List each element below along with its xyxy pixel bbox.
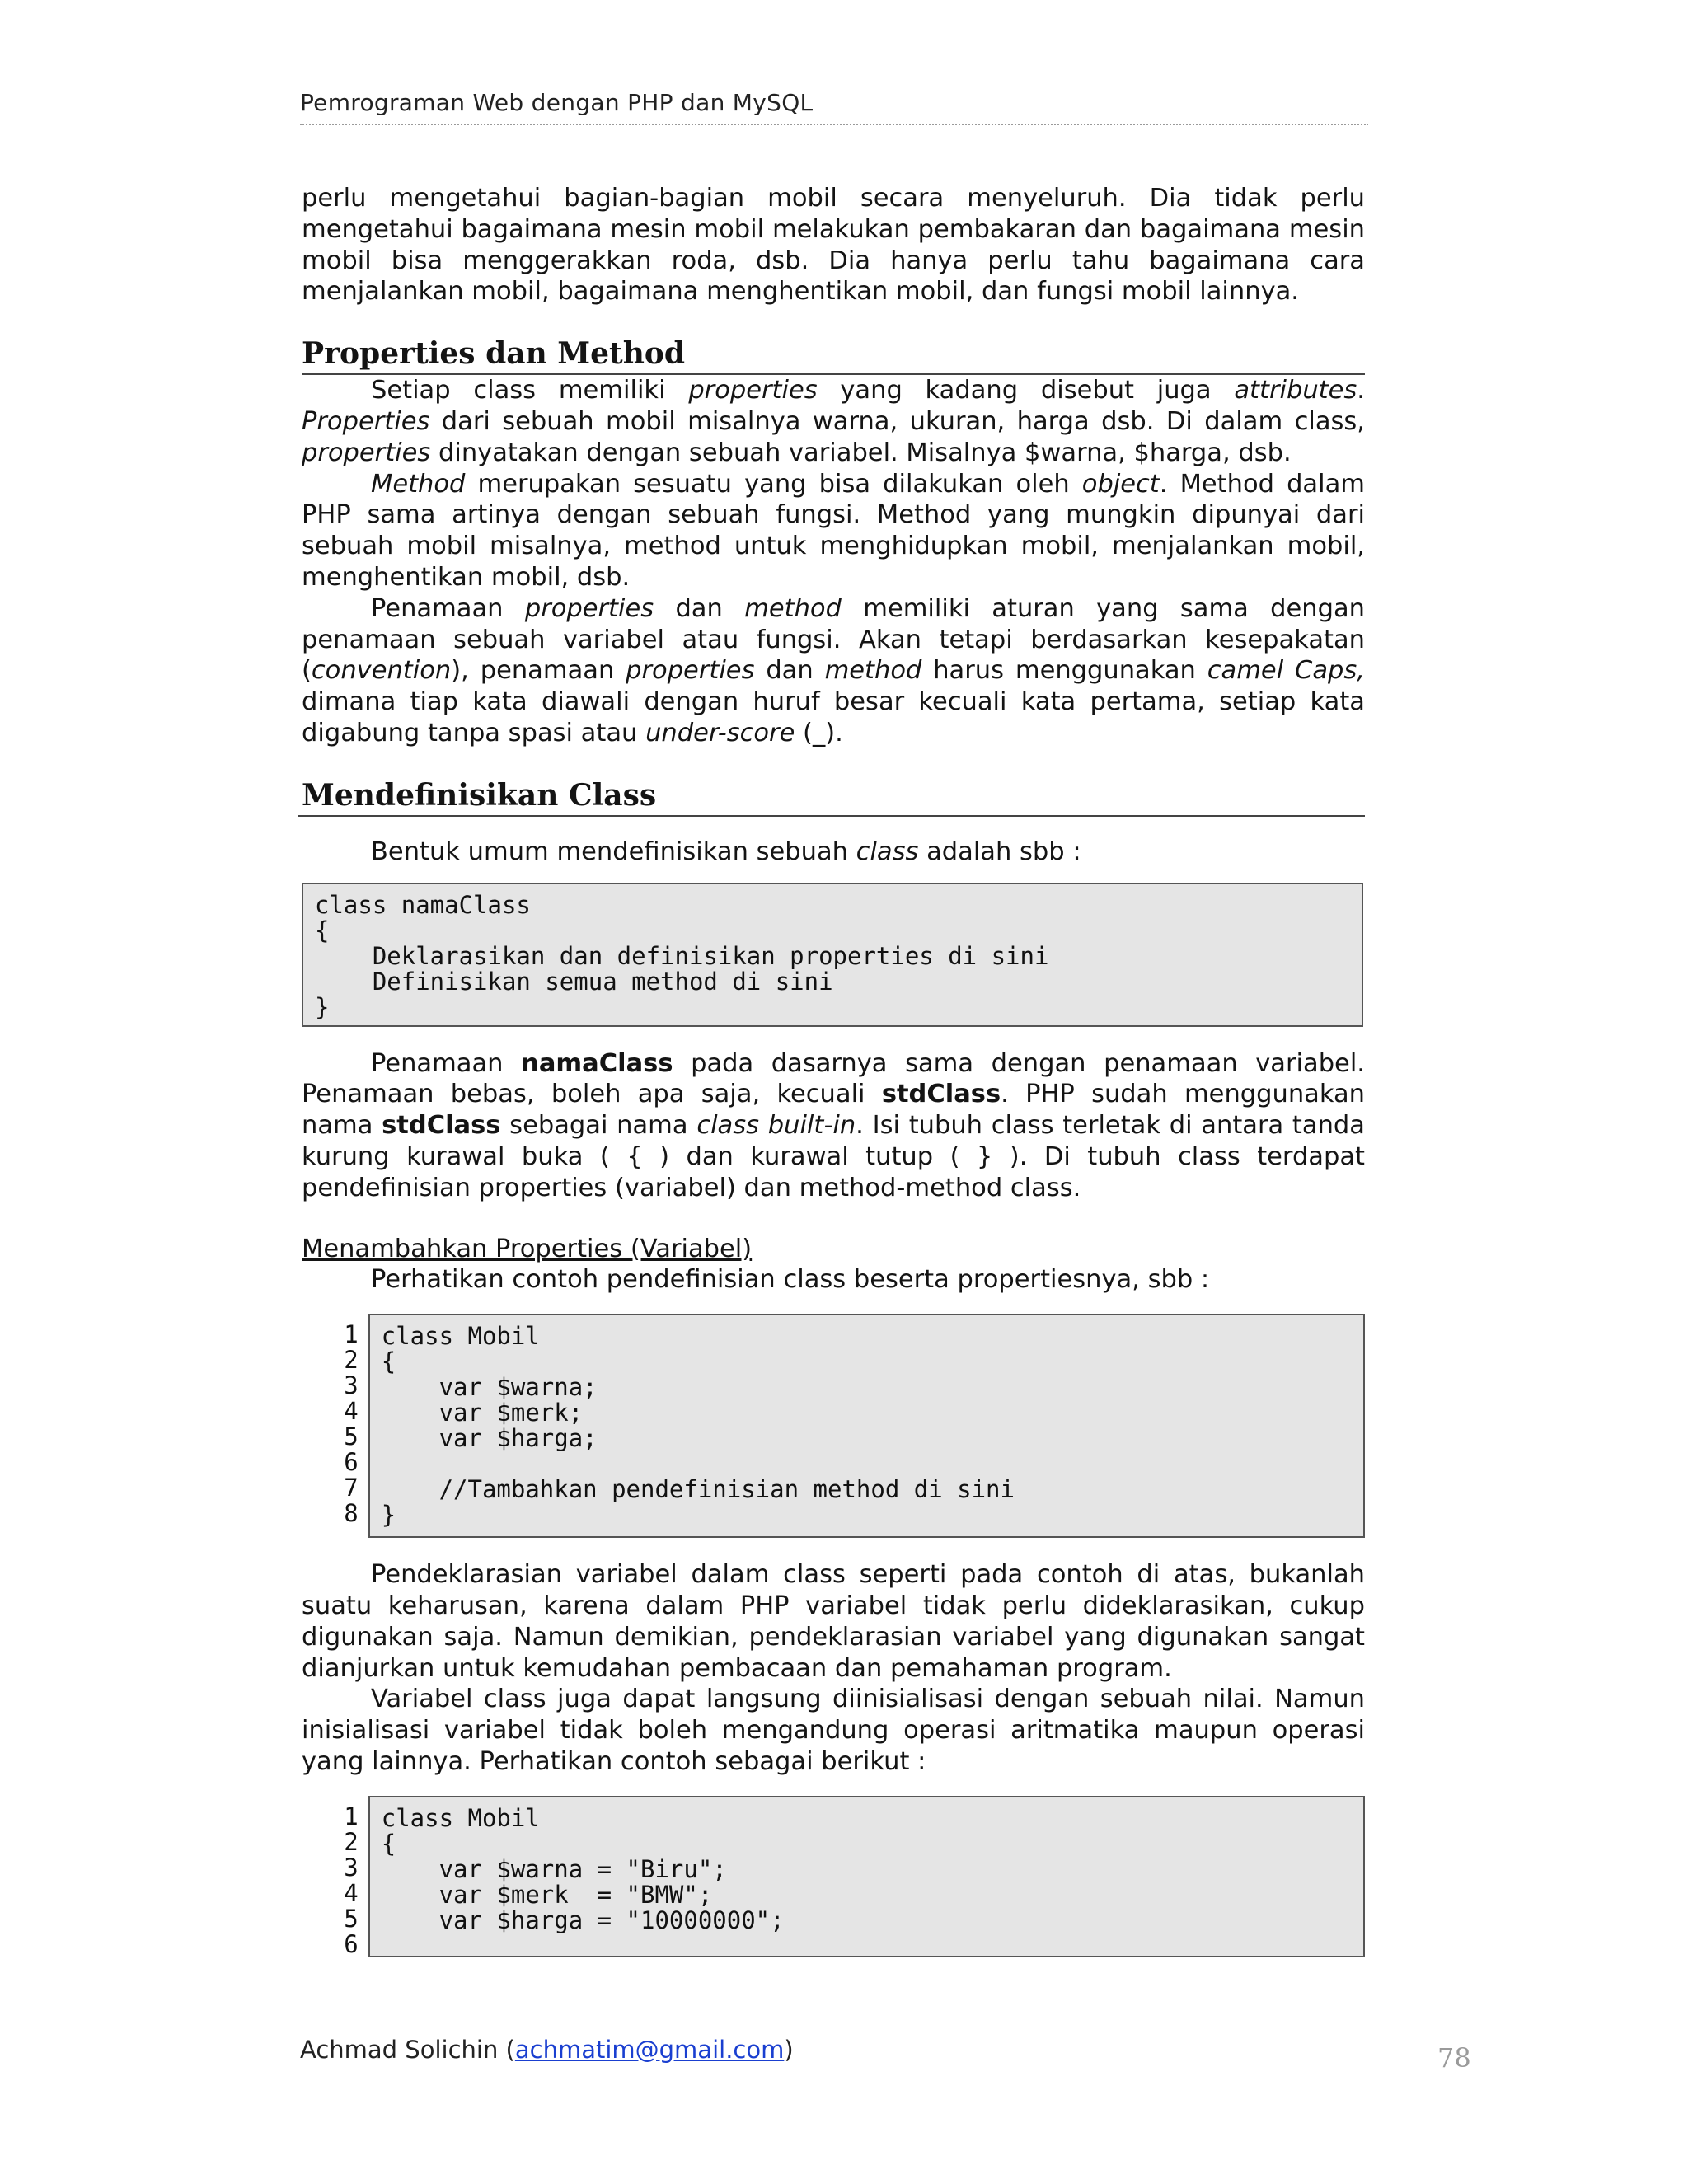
- running-header: Pemrograman Web dengan PHP dan MySQL: [300, 89, 1368, 125]
- footer-author: Achmad Solichin (achmatim@gmail.com): [300, 2036, 794, 2064]
- line-number: 1: [344, 1320, 359, 1349]
- paragraph-declaration-note: Pendeklarasian variabel dalam class seperti pada contoh di atas, bukanlah suatu keharusan, karena dalam PHP variabel tidak perlu dideklarasikan, cukup digunakan saja. Namun demikian, pendeklarasian variabel yang digunakan sangat dianjurkan untuk kemudahan pembacaan dan pemahaman program.: [302, 1560, 1365, 1683]
- line-number: 1: [344, 1802, 359, 1830]
- line-numbers: [325, 1314, 368, 1538]
- line-number: 8: [344, 1499, 359, 1528]
- line-number: 4: [344, 1878, 359, 1907]
- author-email-link[interactable]: achmatim@gmail.com: [514, 2036, 785, 2064]
- line-number: 5: [344, 1904, 359, 1933]
- paragraph-method: Method merupakan sesuatu yang bisa dilakukan oleh object. Method dalam PHP sama artinya dengan sebuah fungsi. Method yang mungkin dipunyai dari sebuah mobil misalnya, method untuk menghidupkan mobil, menjalankan mobil, menghentikan mobil, dsb.: [302, 469, 1365, 592]
- code-example-mobil: [325, 1314, 1365, 1538]
- line-number: 4: [344, 1397, 359, 1426]
- paragraph-properties: Setiap class memiliki properties yang kadang disebut juga attributes. Properties dari sebuah mobil misalnya warna, ukuran, harga dsb. Di dalam class, properties dinyatakan dengan sebuah variabel. Misalnya $warna, $harga, dsb.: [302, 376, 1365, 467]
- paragraph-initialization: Variabel class juga dapat langsung diinisialisasi dengan sebuah nilai. Namun inisialisasi variabel tidak boleh mengandung operasi aritmatika maupun operasi yang lainnya. Perhatikan contoh sebagai berikut :: [302, 1685, 1365, 1776]
- paragraph-class-naming: Penamaan namaClass pada dasarnya sama dengan penamaan variabel. Penamaan bebas, boleh apa saja, kecuali stdClass. PHP sudah menggunakan nama stdClass sebagai nama class built-in. Isi tubuh class terletak di antara tanda kurung kurawal buka ( { ) dan kurawal tutup ( } ). Di tubuh class terdapat pendefinisian properties (variabel) dan method-method class.: [302, 1048, 1365, 1202]
- line-number: 3: [344, 1371, 359, 1400]
- page-number: 78: [1437, 2042, 1471, 2074]
- code-block-class-template: class namaClass { Deklarasikan dan definisikan properties di sini Definisikan semua method di sini }: [302, 883, 1363, 1027]
- page-body: [302, 183, 1365, 1957]
- line-number: 6: [344, 1929, 359, 1958]
- paragraph-class-form: Bentuk umum mendefinisikan sebuah class adalah sbb :: [371, 837, 1081, 866]
- code-block-mobil-properties: class Mobil { var $warna; var $merk; var $harga; //Tambahkan pendefinisian method di sini }: [368, 1314, 1365, 1538]
- subsection-heading-properties: Menambahkan Properties (Variabel): [302, 1234, 753, 1263]
- section-heading-properties-method: Properties dan Method: [302, 335, 1365, 375]
- section-heading-define-class: Mendefinisikan Class: [298, 777, 1365, 817]
- paragraph-naming: Penamaan properties dan method memiliki aturan yang sama dengan penamaan sebuah variabel atau fungsi. Akan tetapi berdasarkan kesepakatan (convention), penamaan properties dan method harus menggunakan camel Caps, dimana tiap kata diawali dengan huruf besar kecuali kata pertama, setiap kata digabung tanpa spasi atau under-score (_).: [302, 593, 1365, 748]
- paragraph-properties-example: Perhatikan contoh pendefinisian class beserta propertiesnya, sbb :: [371, 1265, 1210, 1295]
- line-number: 6: [344, 1448, 359, 1477]
- line-number: 3: [344, 1853, 359, 1882]
- line-number: 2: [344, 1827, 359, 1856]
- line-number: 5: [344, 1422, 359, 1451]
- line-number: 7: [344, 1474, 359, 1502]
- intro-paragraph: perlu mengetahui bagian-bagian mobil secara menyeluruh. Dia tidak perlu mengetahui bagaimana mesin mobil melakukan pembakaran dan bagaimana mesin mobil bisa menggerakkan roda, dsb. Dia hanya perlu tahu bagaimana cara menjalankan mobil, bagaimana menghentikan mobil, dan fungsi mobil lainnya.: [302, 184, 1365, 307]
- line-number: 2: [344, 1346, 359, 1375]
- code-block-mobil-initialized: class Mobil { var $warna = "Biru"; var $merk = "BMW"; var $harga = "10000000";: [368, 1796, 1365, 1957]
- code-example-mobil-init: [325, 1796, 1365, 1957]
- line-numbers: [325, 1796, 368, 1957]
